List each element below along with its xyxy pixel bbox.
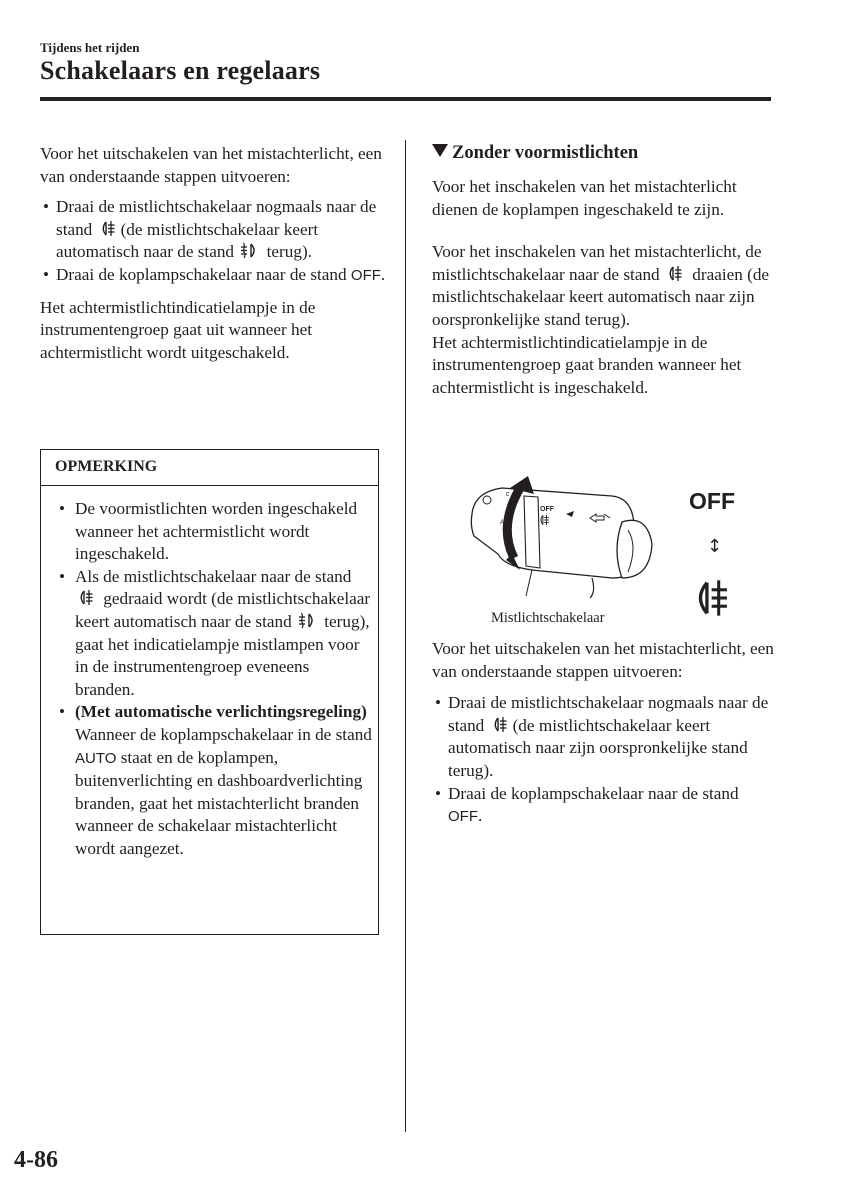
stalk-body	[471, 488, 634, 578]
bullet-dot: •	[59, 499, 66, 518]
bullet-dot: •	[59, 702, 66, 722]
right-paragraph-4: Voor het uitschakelen van het mistachterlicht, een van onderstaande stappen uitvoeren:	[432, 639, 774, 681]
note-item-3-text-b: staat en de koplampen, buitenverlichting en dashboardverlichting branden, gaat het mistachterlicht branden wanneer de schakelaar mistachterlicht wordt aangezet.	[75, 747, 363, 858]
rear-fog-icon	[99, 220, 119, 237]
bullet-dot: •	[43, 264, 50, 284]
left-intro: Voor het uitschakelen van het mistachterlicht, een van onderstaande stappen uitvoeren:	[40, 144, 382, 186]
note-item-3-heading: (Met automatische verlichtingsregeling)	[75, 702, 367, 722]
switch-auto-mark: A	[500, 520, 505, 526]
bullet-dot: •	[43, 197, 50, 217]
left-paragraph: Het achtermistlichtindicatielampje in de instrumentengroep gaat uit wanneer het achtermistlicht wordt uitgeschakeld.	[40, 297, 316, 362]
front-fog-icon	[240, 242, 260, 259]
right-bullet-2	[432, 783, 777, 829]
right-bullet-2-end: .	[478, 806, 483, 826]
note-item-2-text-c: terug), gaat het indicatielampje mistlampen voor in de instrumentengroep eveneens branden.	[75, 611, 370, 699]
note-item-2	[57, 566, 373, 702]
left-bullet-1	[40, 196, 390, 264]
rear-fog-icon	[77, 589, 97, 606]
rear-fog-icon	[666, 265, 686, 282]
switch-off-mark: OFF	[540, 506, 554, 513]
figure-caption: Mistlichtschakelaar	[491, 610, 605, 626]
title-rule	[40, 97, 771, 101]
right-bullet-1-text-a: Draai de mistlichtschakelaar nogmaals naar de stand	[448, 693, 769, 735]
front-fog-icon	[298, 612, 318, 629]
note-item-1-text: De voormistlichten worden ingeschakeld wanneer het achtermistlicht wordt ingeschakeld.	[75, 499, 358, 564]
section-heading	[432, 143, 638, 164]
note-item-2-text-b: gedraaid wordt (de mistlichtschakelaar keert automatisch naar de stand	[75, 589, 371, 631]
note-item-3	[57, 701, 373, 860]
left-bullet-2-text: Draai de koplampschakelaar naar de stand	[56, 264, 347, 284]
right-paragraph-1: Voor het inschakelen van het mistachterlicht dienen de koplampen ingeschakeld te zijn.	[432, 177, 737, 219]
left-column	[40, 143, 390, 364]
note-item-1	[57, 498, 373, 566]
right-paragraph-2-text-b: draaien (de mistlichtschakelaar keert automatisch naar zijn oorspronkelijke stand terug).	[432, 264, 770, 329]
rear-fog-icon	[690, 578, 738, 618]
left-bullet-1-text-a: Draai de mistlichtschakelaar nogmaals naar de stand	[56, 197, 377, 239]
note-body	[57, 498, 373, 861]
note-header	[41, 450, 378, 486]
note-item-3-text-a: Wanneer de koplampschakelaar in de stand	[75, 724, 372, 744]
switch-c-mark: c	[506, 491, 510, 498]
left-bullet-1-text-b: (de mistlichtschakelaar keert automatisch naar de stand	[56, 219, 319, 262]
left-bullet-1-text-c: terug).	[266, 242, 312, 262]
off-position-label: OFF	[689, 488, 735, 514]
column-divider	[405, 140, 406, 1132]
note-item-2-text-a: Als de mistlichtschakelaar naar de stand	[75, 566, 352, 586]
rear-fog-icon	[491, 716, 511, 733]
page-number: 4-86	[14, 1147, 58, 1173]
right-paragraph-2-text-a: Voor het inschakelen van het mistachterlicht, de mistlichtschakelaar naar de stand	[432, 242, 762, 284]
leader-line	[526, 570, 532, 596]
note-title: OPMERKING	[55, 458, 158, 475]
right-column-top	[432, 176, 777, 399]
note-box	[40, 449, 379, 935]
section-label: Tijdens het rijden	[40, 40, 140, 55]
right-paragraph-3: Het achtermistlichtindicatielampje in de instrumentengroep gaat branden wanneer het achtermistlicht is ingeschakeld.	[432, 332, 742, 397]
stalk-base	[590, 578, 594, 598]
bullet-dot: •	[59, 566, 66, 586]
page-title: Schakelaars en regelaars	[40, 56, 321, 85]
off-label: OFF	[350, 266, 381, 284]
right-bullet-1	[432, 692, 777, 782]
heading-triangle-icon	[432, 144, 448, 157]
stalk-end-knob	[617, 520, 652, 578]
auto-label: AUTO	[75, 749, 117, 767]
fog-ring	[524, 496, 540, 568]
right-bullet-2-text: Draai de koplampschakelaar naar de stand	[448, 783, 739, 803]
toggle-arrow-icon: ↕	[707, 536, 723, 557]
right-paragraph-2	[432, 241, 777, 331]
right-bullet-1-text-b: (de mistlichtschakelaar keert automatisch naar zijn oorspronkelijke stand terug).	[448, 715, 748, 780]
left-bullet-2	[40, 264, 390, 288]
section-heading-text: Zonder voormistlichten	[452, 143, 639, 163]
right-column-bottom	[432, 638, 777, 829]
off-label: OFF	[448, 808, 478, 826]
left-bullet-2-end: .	[380, 264, 386, 284]
bullet-dot: •	[435, 693, 442, 713]
bullet-dot: •	[435, 783, 442, 803]
